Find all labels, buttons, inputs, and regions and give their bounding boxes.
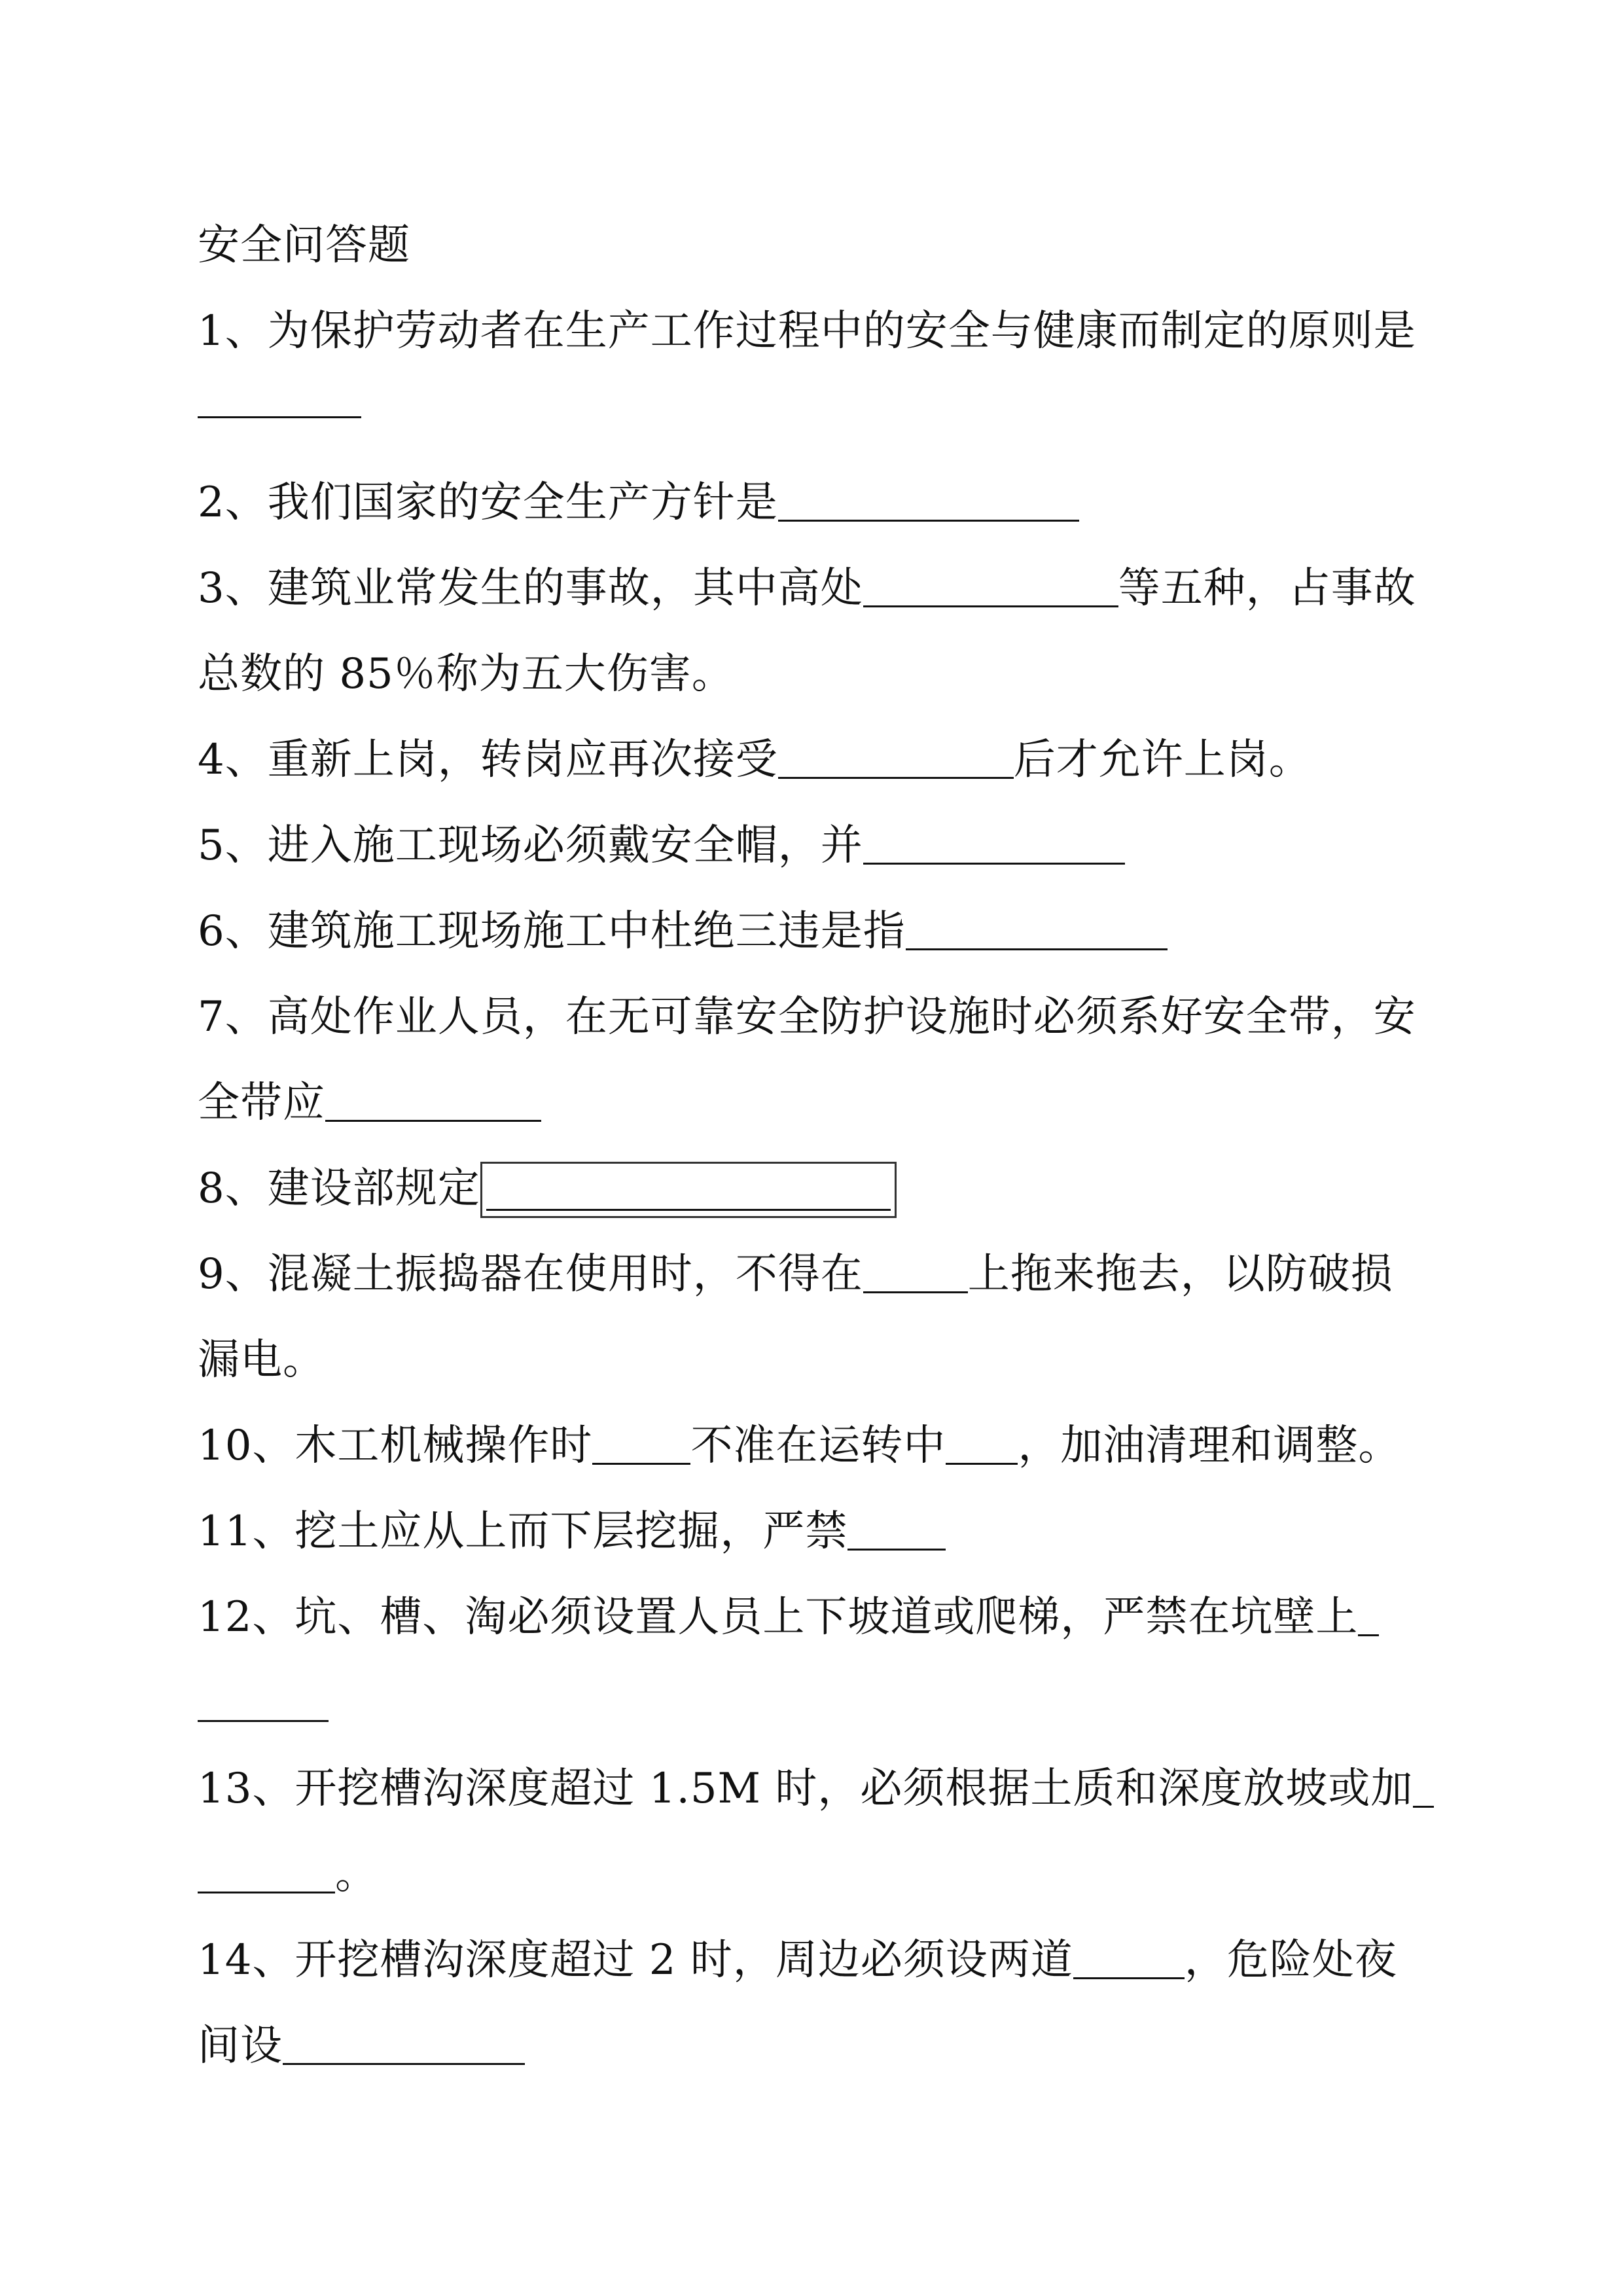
question-2	[198, 460, 1454, 546]
question-2-text: 2、我们国家的安全生产方针是	[198, 478, 778, 527]
answer-blank	[778, 730, 1014, 779]
answer-blank	[198, 1673, 329, 1722]
question-13-end: 。	[335, 1850, 378, 1899]
answer-blank	[946, 1416, 1018, 1465]
question-12-text: 12、坑、槽、淘必须设置人员上下坡道或爬梯，严禁在坑壁上	[198, 1593, 1359, 1641]
answer-box	[480, 1162, 897, 1218]
question-10-text: 10、木工机械操作时	[198, 1422, 593, 1470]
answer-blank	[863, 558, 1118, 607]
question-14-continued	[198, 2003, 1454, 2089]
document-title: 安全问答题	[198, 221, 410, 270]
question-7-continued	[198, 1060, 1454, 1146]
question-3-text-after: 等五种，占事故	[1118, 564, 1416, 613]
question-9-text: 9、混凝土振捣器在使用时，不得在	[198, 1250, 863, 1299]
question-14-text-after: ，危险处夜	[1184, 1936, 1397, 1984]
question-8	[198, 1146, 1454, 1232]
question-14	[198, 1918, 1454, 2003]
answer-blank	[863, 816, 1125, 865]
answer-blank	[863, 1244, 968, 1293]
question-8-text: 8、建设部规定	[198, 1164, 480, 1213]
answer-blank	[592, 1416, 690, 1465]
document-body	[198, 203, 1454, 2089]
answer-blank	[198, 1844, 335, 1893]
question-10-text-after: ，加油清理和调整。	[1018, 1422, 1401, 1470]
question-1-answer-line	[198, 374, 1454, 460]
question-11	[198, 1489, 1454, 1575]
question-10-text-middle: 不准在运转中	[690, 1422, 946, 1470]
question-13-text: 13、开挖槽沟深度超过 1.5M 时，必须根据土质和深度放坡或加	[198, 1765, 1414, 1813]
question-13	[198, 1746, 1454, 1832]
question-3	[198, 546, 1454, 632]
question-4	[198, 717, 1454, 803]
answer-blank	[778, 473, 1079, 522]
question-3-continued: 总数的 85％称为五大伤害。	[198, 650, 734, 698]
answer-blank	[1413, 1759, 1434, 1808]
answer-blank	[1358, 1587, 1379, 1636]
answer-blank	[906, 901, 1168, 950]
question-7-text-cont: 全带应	[198, 1079, 325, 1127]
question-13-continued	[198, 1832, 1454, 1918]
question-5-text: 5、进入施工现场必须戴安全帽，并	[198, 821, 863, 870]
question-6	[198, 889, 1454, 975]
question-7: 7、高处作业人员，在无可靠安全防护设施时必须系好安全带，安	[198, 993, 1416, 1041]
question-14-text: 14、开挖槽沟深度超过 2 时，周边必须设两道	[198, 1936, 1073, 1984]
question-5	[198, 803, 1454, 889]
question-4-text-after: 后才允许上岗。	[1013, 736, 1311, 784]
question-12-continued	[198, 1660, 1454, 1746]
question-3-text: 3、建筑业常发生的事故，其中高处	[198, 564, 863, 613]
question-9	[198, 1232, 1454, 1318]
question-9-continued: 漏电。	[198, 1336, 325, 1384]
question-10	[198, 1403, 1454, 1489]
answer-blank	[325, 1073, 541, 1122]
question-9-text-after: 上拖来拖去，以防破损	[967, 1250, 1393, 1299]
question-11-text: 11、挖土应从上而下层挖掘，严禁	[198, 1507, 848, 1556]
question-12	[198, 1575, 1454, 1660]
question-1	[198, 289, 1454, 374]
answer-blank	[198, 391, 361, 418]
answer-blank	[847, 1501, 946, 1551]
answer-blank	[283, 2016, 525, 2065]
question-4-text: 4、重新上岗，转岗应再次接受	[198, 736, 778, 784]
question-6-text: 6、建筑施工现场施工中杜绝三违是指	[198, 907, 906, 956]
question-1-text: 1、为保护劳动者在生产工作过程中的安全与健康而制定的原则是	[198, 307, 1416, 355]
answer-blank	[1073, 1930, 1185, 1979]
question-14-text-cont: 间设	[198, 2022, 283, 2070]
